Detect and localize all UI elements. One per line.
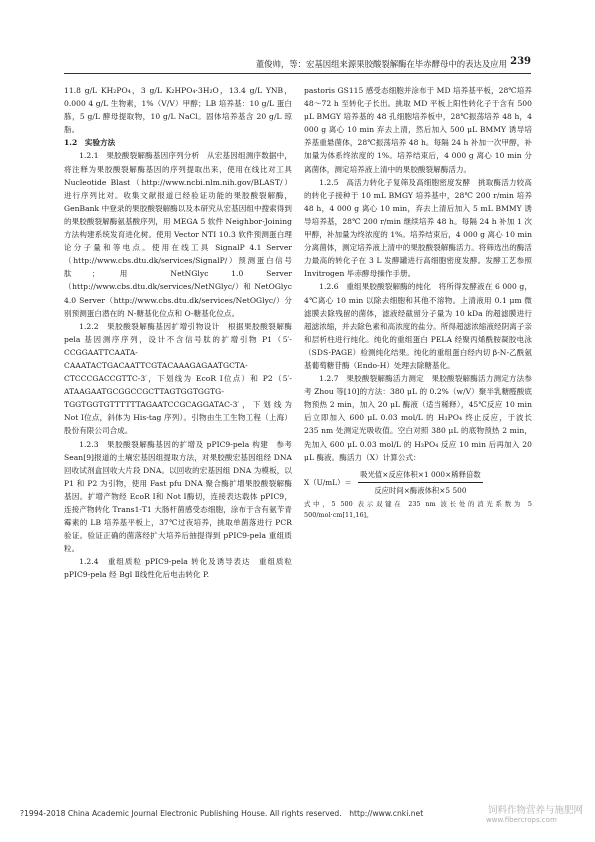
paragraph: 1.2.7 果胶酸裂解酶活力测定 果胶酸裂解酶活力测定方法参考 Zhou 等[10]的方法：380 μL 的 0.2%（w/V）聚半乳糖醛酸底物预热 2 min，加入 20 μL 酶液（适当稀释），45℃反应 10 min 后立即加入 600 μL 0.03 mol/L 的 H₃PO₄ 终止反应，于波长 235 nm 处测定光吸收值。空白对照 380 μL 的底物预热 2 min，先加入 600 μL 0.03 mol/L 的 H₃PO₄ 反应 10 min 后再加入 20 μL 酶液。酶活力（X）计算公式： — [304, 374, 532, 462]
paragraph: pastoris GS115 感受态细胞并涂布于 MD 培养基平板，28℃培养 48～72 h 至转化子长出。挑取 MD 平板上阳性转化子于含有 500 μL BMGY 培养基的 48 孔细胞培养板中，28℃振荡培养 48 h，4 000 g 离心 10 min 弃去上清，然后加入 500 μL BMMY 诱导培养基重悬菌体，28℃振荡培养 48 h。每隔 24 h 补加一次甲醇，补加量为体系终浓度的 1%。培养结束后，4 000 g 离心 10 min 分离菌体，测定培养液上清中的果胶酸裂解酶活力。 — [304, 86, 532, 174]
paragraph: 1.2.4 重组质粒 pPIC9-pela 转化及诱导表达 重组质粒 pPIC9-pela 经 Bgl Ⅱ线性化后电击转化 P. — [64, 557, 292, 580]
running-title: 董俊帅，等：宏基因组来源果胶酸裂解酶在毕赤酵母中的表达及应用 — [255, 59, 507, 69]
paragraph: 1.2.2 果胶酸裂解酶基因扩增引物设计 根据果胶酸裂解酶 pela 基因测序序列，设计不含信号肽的扩增引物 P1（5′-CCGGAATTCAATA-CAAATACTGACAATTCGTACAAAGAGAATGCTA-CTCCCGACCGTTC-3′，下划线为 EcoR Ⅰ位点）和 P2（5′-ATAAGAATGCGGCCGCTTAGTGGTGGTG-TGGTGGTGTTTTTTAGAATCCGCAGGATAC-3′，下划线为 Not Ⅰ位点，斜体为 His-tag 序列）。引物由生工生物工程（上海）股份有限公司合成。 — [64, 321, 292, 436]
header-rule — [64, 73, 531, 74]
activity-formula — [304, 468, 532, 497]
formula-fraction — [358, 468, 482, 497]
paragraph: 1.2.3 果胶酸裂解酶基因的扩增及 pPIC9-pela 构建 参考 Sean[9]报道的土壤宏基因组提取方法，对果胶酸宏基因组经 DNA 回收试剂盒回收大片段 DNA。以回收的宏基因组 DNA 为模板，以 P1 和 P2 为引物，使用 Fast pfu DNA 聚合酶扩增果胶酸裂解酶基因。扩增产物经 EcoR Ⅰ和 Not Ⅰ酶切，连接表达载体 pPIC9，连接产物转化 Trans1-T1 大肠杆菌感受态细胞，涂布于含有氨苄青霉素的 LB 培养基平板上，37℃过夜培养，挑取单菌落进行 PCR 验证。验证正确的菌落经扩大培养后抽提得到 pPIC9-pela 重组质粒。 — [64, 439, 292, 554]
right-column — [304, 84, 532, 521]
formula-denominator: 反应时间×酶液体积×5 500 — [374, 485, 467, 495]
copyright-footer: ?1994-2018 China Academic Journal Electronic Publishing House. All rights reserved. http://www.cnki.net — [20, 809, 424, 818]
formula-numerator: 吸光值×反应体积×1 000×稀释倍数 — [358, 468, 482, 483]
paragraph: 11.8 g/L KH₂PO₄，3 g/L K₂HPO₄·3H₂O，13.4 g/L YNB，0.000 4 g/L 生物素，1%（V/V）甲醇；LB 培养基：10 g/L 蛋白胨，5 g/L 酵母提取物，10 g/L NaCl。固体培养基含 20 g/L 琼脂。 — [64, 86, 292, 135]
left-column — [64, 84, 292, 582]
watermark-url: www.fibercrops.com — [486, 816, 557, 824]
formula-note: 式中，5 500 表示双键在 235 nm 波长处的消光系数为 5 500/mol·cm[11,16]。 — [304, 499, 532, 519]
section-heading: 1.2 实验方法 — [64, 138, 116, 148]
paragraph: 1.2.6 重组果胶酸裂解酶的纯化 将所得发酵液在 6 000 g，4℃离心 10 min 以除去细胞和其他不溶物。上清液用 0.1 μm 微滤膜去除残留的菌体，滤液经截留分子量为 10 kDa 的超滤膜进行超滤浓缩，并去除色素和高浓度的盐分。所得超滤浓缩液经阴离子亲和层析柱进行纯化。纯化的重组蛋白 PELA 经聚丙烯酰胺凝胶电泳（SDS-PAGE）检测纯化结果。纯化的重组蛋白经内切 β-N-乙酰氨基葡萄糖苷酶（Endo-H）处理去除糖基化。 — [304, 282, 532, 370]
watermark-text: 饲料作物营养与施肥网 — [488, 805, 584, 816]
paragraph: 1.2.1 果胶酸裂解酶基因序列分析 从宏基因组测序数据中，将注释为果胶酸裂解酶基因的序列提取出来，使用在线比对工具 Nucleotide Blast（http://www.ncbi.nlm.nih.gov/BLAST/）进行序列比对。收集文献报道已经验证功能的果胶酸裂解酶，GenBank 中登录的果胶酸裂解酶以及本研究从宏基因组中搜索得到的果胶酸裂解酶氨基酸序列，用 MEGA 5 软件 Neighbor-Joining 方法构建系统发育进化树。使用 Vector NTI 10.3 软件预测蛋白理论分子量和等电点。使用在线工具 SignalP 4.1 Server（http://www.cbs.dtu.dk/services/SignalP/）预测蛋白信号肽；用 NetNGlyc 1.0 Server（http://www.cbs.dtu.dk/services/NetNGlyc/）和 NetOGlyc 4.0 Server（http://www.cbs.dtu.dk/services/NetOGlyc/）分别预测蛋白潜在的 N-糖基化位点和 O-糖基化位点。 — [64, 151, 292, 318]
formula-lhs: X（U/mL）＝ — [304, 477, 352, 487]
page-number: 239 — [510, 56, 531, 67]
running-header — [0, 56, 595, 76]
paragraph: 1.2.5 高活力转化子复筛及高细胞密度发酵 挑取酶活力较高的转化子接种于 10 mL BMGY 培养基中，28℃ 200 r/min 培养 48 h，4 000 g 离心 10 min，弃去上清后加入 5 mL BMMY 诱导培养基，28℃ 200 r/min 继续培养 48 h。每隔 24 h 补加 1 次甲醇，补加量为终浓度的 1%。培养结束后，4 000 g 离心 10 min 分离菌体，测定培养液上清中的果胶酸裂解酶活力。将筛选出的酶活力最高的转化子在 3 L 发酵罐进行高细胞密度发酵。发酵工艺参照 Invitrogen 毕赤酵母操作手册。 — [304, 177, 532, 279]
